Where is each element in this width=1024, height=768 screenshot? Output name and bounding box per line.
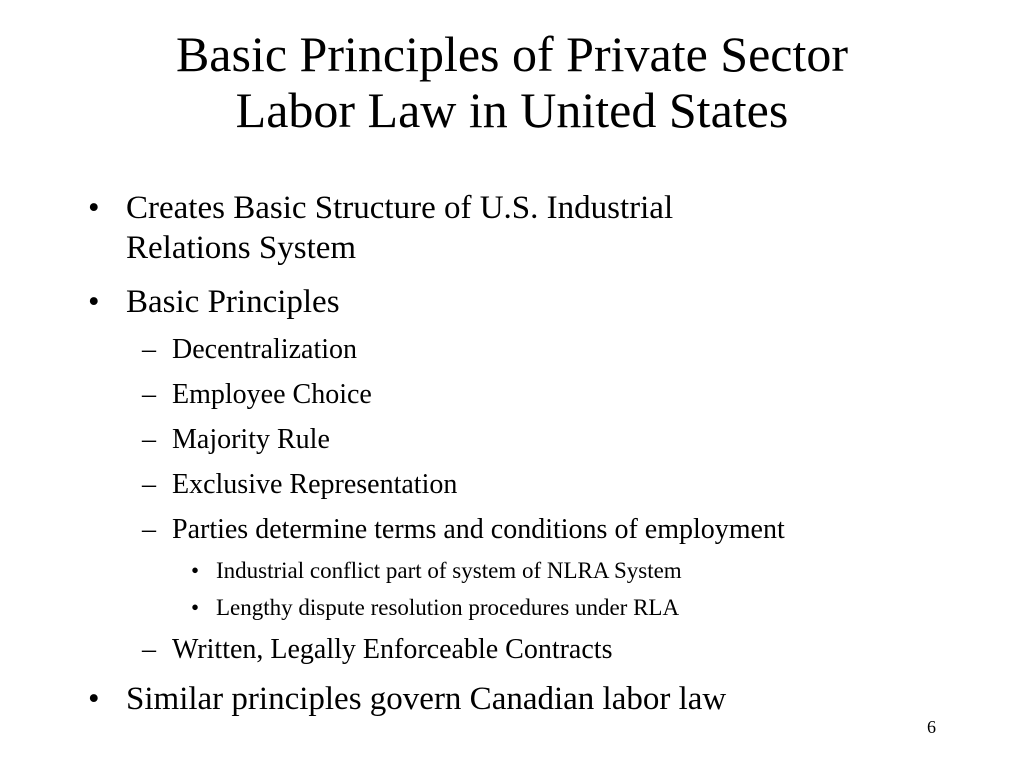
sub-item — [142, 333, 358, 367]
dash-marker: – — [142, 634, 156, 665]
slide-title-line-1: Basic Principles of Private Sector — [175, 26, 849, 82]
bullet-marker: • — [88, 190, 100, 226]
sub-sub-item-text: Lengthy dispute resolution procedures under RLA — [216, 595, 680, 620]
bullet-text: Basic Principles — [126, 284, 340, 320]
bullet-text: Similar principles govern Canadian labor law — [126, 681, 727, 717]
bullet-item — [88, 679, 727, 719]
sub-item-text: Employee Choice — [172, 379, 372, 410]
sub-sub-item-text: Industrial conflict part of system of NLRA System — [216, 558, 682, 583]
sub-sub-item — [191, 594, 680, 622]
sub-item-text: Written, Legally Enforceable Contracts — [172, 634, 613, 665]
sub-item — [142, 633, 613, 667]
sub-item-text: Parties determine terms and conditions of employment — [172, 514, 785, 545]
sub-item — [142, 378, 372, 412]
sub-sub-item — [191, 557, 682, 585]
bullet-marker: • — [88, 284, 100, 320]
slide-number: 6 — [927, 717, 936, 737]
dash-marker: – — [142, 424, 156, 455]
sub-item — [142, 513, 785, 547]
bullet-marker: • — [191, 558, 200, 583]
bullet-marker: • — [88, 681, 100, 717]
sub-item-text: Decentralization — [172, 334, 358, 365]
sub-item — [142, 423, 330, 457]
bullet-text-line-1: Creates Basic Structure of U.S. Industrial — [126, 190, 674, 226]
slide-title-line-2: Labor Law in United States — [235, 82, 789, 138]
dash-marker: – — [142, 379, 156, 410]
bullet-item — [88, 282, 340, 322]
dash-marker: – — [142, 334, 156, 365]
bullet-item — [88, 188, 674, 268]
bullet-text-line-2: Relations System — [126, 230, 357, 266]
sub-item-text: Majority Rule — [172, 424, 330, 455]
dash-marker: – — [142, 469, 156, 500]
bullet-marker: • — [191, 595, 200, 620]
dash-marker: – — [142, 514, 156, 545]
sub-item-text: Exclusive Representation — [172, 469, 458, 500]
sub-item — [142, 468, 458, 502]
